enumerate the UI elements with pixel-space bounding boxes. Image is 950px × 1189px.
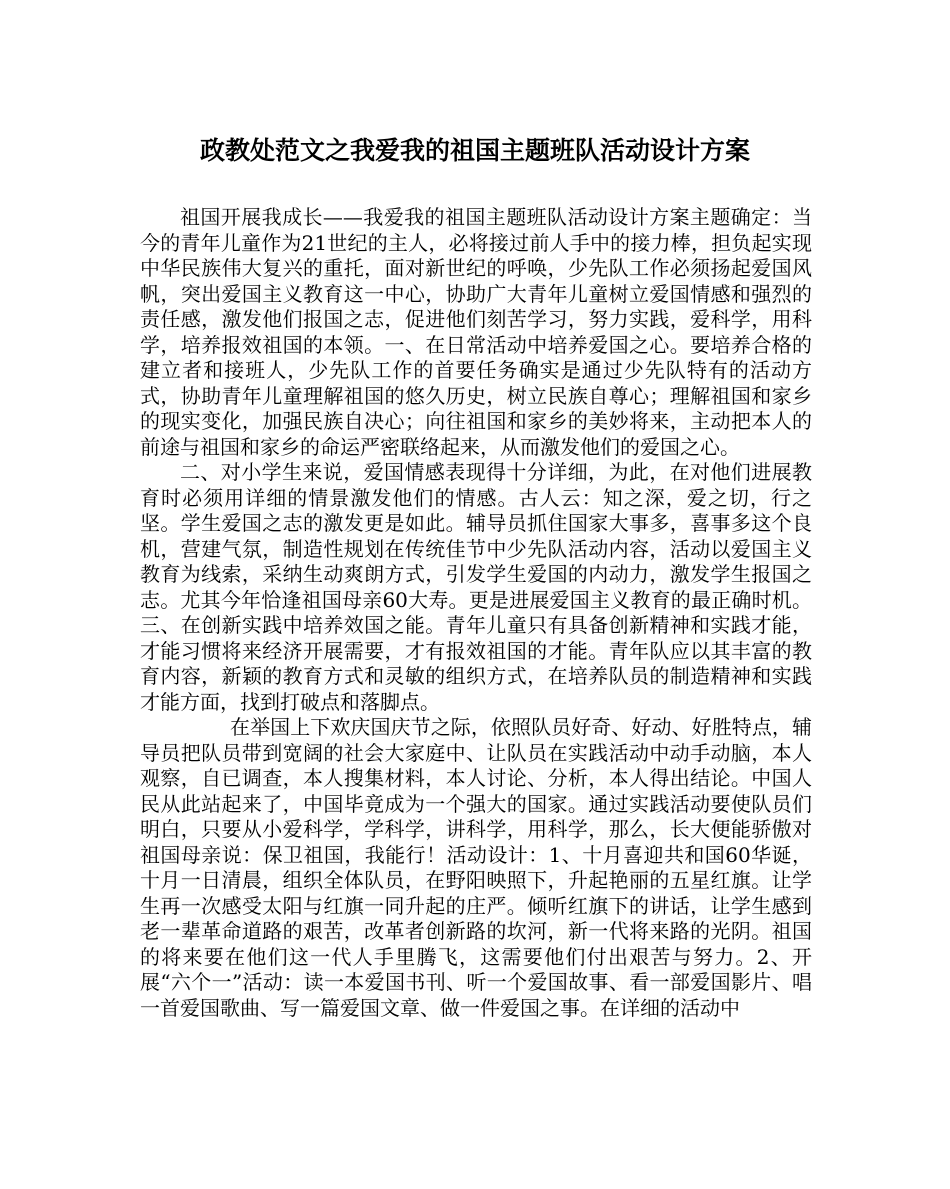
paragraph-1: 祖国开展我成长——我爱我的祖国主题班队活动设计方案主题确定：当今的青年儿童作为21世纪的主人，必将接过前人手中的接力棒，担负起实现中华民族伟大复兴的重托，面对新世纪的呼唤，少先队工作必须扬起爱国风帆，突出爱国主义教育这一中心，协助广大青年儿童树立爱国情感和强烈的责任感，激发他们报国之志，促进他们刻苦学习，努力实践，爱科学，用科学，培养报效祖国的本领。一、在日常活动中培养爱国之心。要培养合格的建立者和接班人，少先队工作的首要任务确实是通过少先队特有的活动方式，协助青年儿童理解祖国的悠久历史，树立民族自尊心；理解祖国和家乡的现实变化，加强民族自决心；向往祖国和家乡的美妙将来，主动把本人的前途与祖国和家乡的命运严密联络起来，从而激发他们的爱国之心。 [140, 205, 812, 459]
document-body [140, 205, 812, 1021]
paragraph-3: 在举国上下欢庆国庆节之际，依照队员好奇、好动、好胜特点，辅导员把队员带到宽阔的社会大家庭中、让队员在实践活动中动手动脑，本人观察，自已调查，本人搜集材料，本人讨论、分析，本人得出结论。中国人民从此站起来了，中国毕竟成为一个强大的国家。通过实践活动要使队员们明白，只要从小爱科学，学科学，讲科学，用科学，那么，长大便能骄傲对祖国母亲说：保卫祖国，我能行！活动设计：1、十月喜迎共和国60华诞，十月一日清晨，组织全体队员，在野阳映照下，升起艳丽的五星红旗。让学生再一次感受太阳与红旗一同升起的庄严。倾听红旗下的讲话，让学生感到老一辈革命道路的艰苦，改革者创新路的坎河，新一代将来路的光阴。祖国的将来要在他们这一代人手里腾飞，这需要他们付出艰苦与努力。2、开展“六个一”活动：读一本爱国书刊、听一个爱国故事、看一部爱国影片、唱一首爱国歌曲、写一篇爱国文章、做一件爱国之事。在详细的活动中 [140, 715, 812, 1020]
document-title: 政教处范文之我爱我的祖国主题班队活动设计方案 [199, 136, 750, 165]
paragraph-2: 二、对小学生来说，爱国情感表现得十分详细，为此，在对他们进展教育时必须用详细的情景激发他们的情感。古人云：知之深，爱之切，行之坚。学生爱国之志的激发更是如此。辅导员抓住国家大事多，喜事多这个良机，营建气氛，制造性规划在传统佳节中少先队活动内容，活动以爱国主义教育为线索，采纳生动爽朗方式，引发学生爱国的内动力，激发学生报国之志。尤其今年恰逢祖国母亲60大寿。更是进展爱国主义教育的最正确时机。三、在创新实践中培养效国之能。青年儿童只有具备创新精神和实践才能，才能习惯将来经济开展需要，才有报效祖国的才能。青年队应以其丰富的教育内容，新颖的教育方式和灵敏的组织方式，在培养队员的制造精神和实践才能方面，找到打破点和落脚点。 [140, 460, 812, 714]
